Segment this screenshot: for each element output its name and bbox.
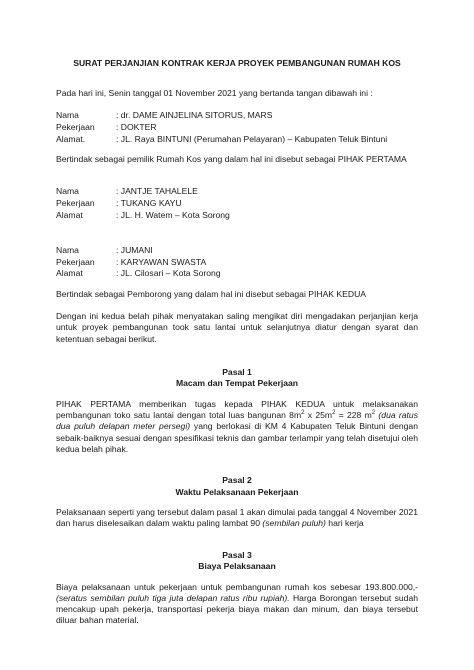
document-content	[56, 58, 418, 647]
superscript: 2	[371, 410, 376, 417]
pasal-1-body	[56, 399, 418, 455]
pasal-2-body	[56, 507, 418, 529]
field-label: Alamat	[56, 268, 83, 279]
field-value: : JL. H. Watem – Kota Sorong	[116, 209, 230, 220]
field-value: : TUKANG KAYU	[116, 197, 182, 208]
second-party-b-pekerjaan-row	[56, 257, 418, 269]
field-label: Pekerjaan	[56, 256, 95, 267]
pasal-1-number: Pasal 1	[222, 366, 252, 377]
first-party-nama-row	[56, 110, 418, 122]
body-text: Pelaksanaan seperti yang tersebut dalam pasal 1 akan dimulai pada tanggal 4 November 2021 dan harus diselesaikan dalam waktu paling lambat 90	[56, 507, 418, 529]
first-party-details	[56, 110, 418, 145]
field-value: : KARYAWAN SWASTA	[116, 256, 207, 267]
pasal-2-heading: Waktu Pelaksanaan Pekerjaan	[175, 486, 299, 497]
second-party-a-nama-row	[56, 186, 418, 198]
pasal-2-section	[56, 475, 418, 530]
pasal-3-number: Pasal 3	[222, 549, 252, 560]
pasal-3-body	[56, 582, 418, 627]
field-value: : JL. Raya BINTUNI (Perumahan Pelayaran) – Kabupaten Teluk Bintuni	[116, 133, 388, 144]
body-text: PIHAK PERTAMA memberikan tugas kepada PIHAK KEDUA untuk melaksanakan pembangunan toko satu lantai dengan total luas bangunan 8m	[56, 398, 418, 421]
body-text: hari kerja	[325, 518, 364, 529]
second-party-b-nama-row	[56, 245, 418, 257]
first-party-alamat-row	[56, 134, 418, 146]
second-party-a-alamat-row	[56, 210, 418, 222]
second-party-b-details	[56, 245, 418, 280]
superscript: 2	[301, 410, 305, 417]
body-text: yang berlokasi di KM 4 Kabupaten Teluk Bintuni dengan sebaik-baiknya sesuai dengan spesifikasi teknis dan gambar terlampir yang telah disetujui oleh kedua belah pihak.	[56, 421, 418, 454]
second-party-a-details	[56, 186, 418, 221]
second-party-a-pekerjaan-row	[56, 198, 418, 210]
field-label: Alamat	[56, 209, 83, 220]
italic-text: (sembilan puluh)	[262, 518, 326, 529]
body-text: Biaya pelaksanaan untuk pekerjaan untuk pembangunan rumah kos sebesar 193.800.000,-	[56, 581, 418, 592]
field-label: Alamat.	[56, 133, 86, 144]
field-label: Pekerjaan	[56, 122, 95, 132]
body-text: Harga Borongan tersebut sudah mencakup upah pekerja, transportasi pekerja biaya makan dan minum, dan biaya tersebut diluar bahan material.	[56, 592, 419, 626]
field-value: : JL. Cilosari – Kota Sorong	[116, 268, 221, 279]
field-label: Nama	[56, 245, 79, 256]
superscript: 2	[332, 410, 336, 417]
second-party-role: Bertindak sebagai Pemborong yang dalam hal ini disebut sebagai PIHAK KEDUA	[56, 288, 367, 299]
body-text: = 228 m	[335, 410, 372, 421]
field-value: : dr. DAME AINJELINA SITORUS, MARS	[116, 110, 273, 121]
agreement-paragraph: Dengan ini kedua belah pihak menyatakan saling mengikat diri mengadakan perjanjian kerja untuk proyek pembangunan took satu lantai untuk selanjutnya diatur dengan syarat dan ketentuan sebagai berikut.	[56, 311, 418, 344]
intro-paragraph: Pada hari ini, Senin tanggal 01 November 2021 yang bertanda tangan dibawah ini :	[56, 88, 373, 99]
field-value: : JUMANI	[116, 245, 153, 256]
document-title: SURAT PERJANJIAN KONTRAK KERJA PROYEK PEMBANGUNAN RUMAH KOS	[73, 58, 401, 68]
field-value: : JANTJE TAHALELE	[116, 186, 198, 197]
pasal-1-heading: Macam dan Tempat Pekerjaan	[175, 378, 299, 389]
first-party-pekerjaan-row	[56, 122, 418, 134]
pasal-2-number: Pasal 2	[222, 474, 252, 485]
first-party-role: Bertindak sebagai pemilik Rumah Kos yang dalam hal ini disebut sebagai PIHAK PERTAMA	[56, 154, 407, 165]
second-party-b-alamat-row	[56, 268, 418, 280]
field-label: Pekerjaan	[56, 197, 95, 208]
pasal-1-section	[56, 367, 418, 455]
pasal-3-section	[56, 550, 418, 627]
italic-text: (dua ratus dua puluh delapan meter persegi)	[56, 410, 419, 432]
pasal-3-heading: Biaya Pelaksanaan	[198, 561, 276, 572]
field-label: Nama	[56, 110, 79, 121]
field-label: Nama	[56, 186, 79, 197]
italic-text: (seratus sembilan puluh tiga juta delapan ratus ribu rupiah).	[56, 592, 290, 603]
field-value: : DOKTER	[116, 122, 157, 132]
body-text: x 25m	[304, 410, 333, 421]
